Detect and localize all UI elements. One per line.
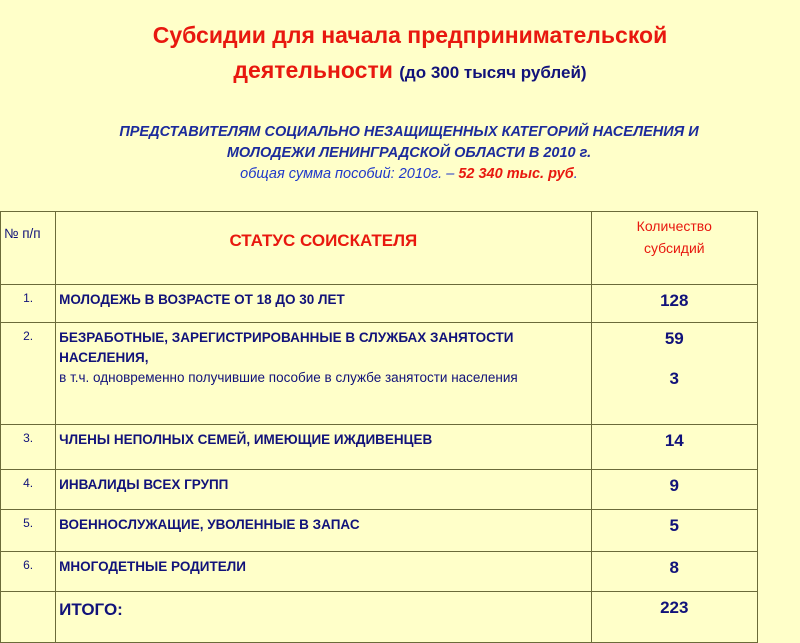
table-row xyxy=(1,510,758,552)
subtitle-line-1: ПРЕДСТАВИТЕЛЯМ СОЦИАЛЬНО НЕЗАЩИЩЕННЫХ КАТЕГОРИЙ НАСЕЛЕНИЯ И xyxy=(119,124,699,140)
subtitle-line-2: МОЛОДЕЖИ ЛЕНИНГРАДСКОЙ ОБЛАСТИ В 2010 г. xyxy=(226,145,592,161)
row-value xyxy=(591,323,757,425)
row-value: 8 xyxy=(591,552,757,592)
row-num: 4. xyxy=(1,470,56,510)
table-row xyxy=(1,425,758,470)
row-num: 2. xyxy=(1,323,56,425)
title-paren: (до 300 тысяч рублей) xyxy=(399,63,587,82)
table-row xyxy=(1,552,758,592)
row-num: 3. xyxy=(1,425,56,470)
title-line-2 xyxy=(0,53,800,90)
total-suffix: . xyxy=(573,166,578,182)
row-value-secondary: 3 xyxy=(669,369,679,388)
row-value: 128 xyxy=(591,285,757,323)
subsidies-table xyxy=(0,211,758,643)
header-count-line-2: субсидий xyxy=(643,240,705,256)
header-count-line-1: Количество xyxy=(636,218,712,234)
table-row xyxy=(1,323,758,425)
row-note: в т.ч. одновременно получившие пособие в службе занятости населения xyxy=(59,370,518,385)
row-label: ВОЕННОСЛУЖАЩИЕ, УВОЛЕННЫЕ В ЗАПАС xyxy=(56,510,591,552)
row-value: 9 xyxy=(591,470,757,510)
total-value-cell: 223 xyxy=(591,592,757,643)
row-label: МНОГОДЕТНЫЕ РОДИТЕЛИ xyxy=(56,552,591,592)
header-status: СТАТУС СОИСКАТЕЛЯ xyxy=(56,212,591,285)
row-label xyxy=(56,323,591,425)
title-line-1: Субсидии для начала предпринимательской xyxy=(152,22,668,48)
subtitle xyxy=(0,122,800,185)
row-value-main: 59 xyxy=(664,329,684,348)
row-num: 6. xyxy=(1,552,56,592)
row-label: ЧЛЕНЫ НЕПОЛНЫХ СЕМЕЙ, ИМЕЮЩИЕ ИЖДИВЕНЦЕВ xyxy=(56,425,591,470)
total-prefix: общая сумма пособий: 2010г. – xyxy=(240,166,459,182)
row-label: ИНВАЛИДЫ ВСЕХ ГРУПП xyxy=(56,470,591,510)
row-value: 5 xyxy=(591,510,757,552)
header-num: № п/п xyxy=(1,212,56,285)
row-label-main: БЕЗРАБОТНЫЕ, ЗАРЕГИСТРИРОВАННЫЕ В СЛУЖБАХ ЗАНЯТОСТИ НАСЕЛЕНИЯ, xyxy=(59,330,514,365)
row-value: 14 xyxy=(591,425,757,470)
total-num-cell xyxy=(1,592,56,643)
row-label: МОЛОДЕЖЬ В ВОЗРАСТЕ ОТ 18 ДО 30 ЛЕТ xyxy=(56,285,591,323)
table-header-row xyxy=(1,212,758,285)
total-label: ИТОГО: xyxy=(56,592,591,643)
row-num: 5. xyxy=(1,510,56,552)
subtitle-total xyxy=(0,164,800,185)
table-total-row xyxy=(1,592,758,643)
row-num: 1. xyxy=(1,285,56,323)
total-value: 52 340 тыс. руб xyxy=(458,166,574,182)
table-row xyxy=(1,285,758,323)
page-title xyxy=(0,18,800,90)
title-line-2-main: деятельности xyxy=(233,57,393,83)
table-row xyxy=(1,470,758,510)
header-count xyxy=(591,212,757,285)
